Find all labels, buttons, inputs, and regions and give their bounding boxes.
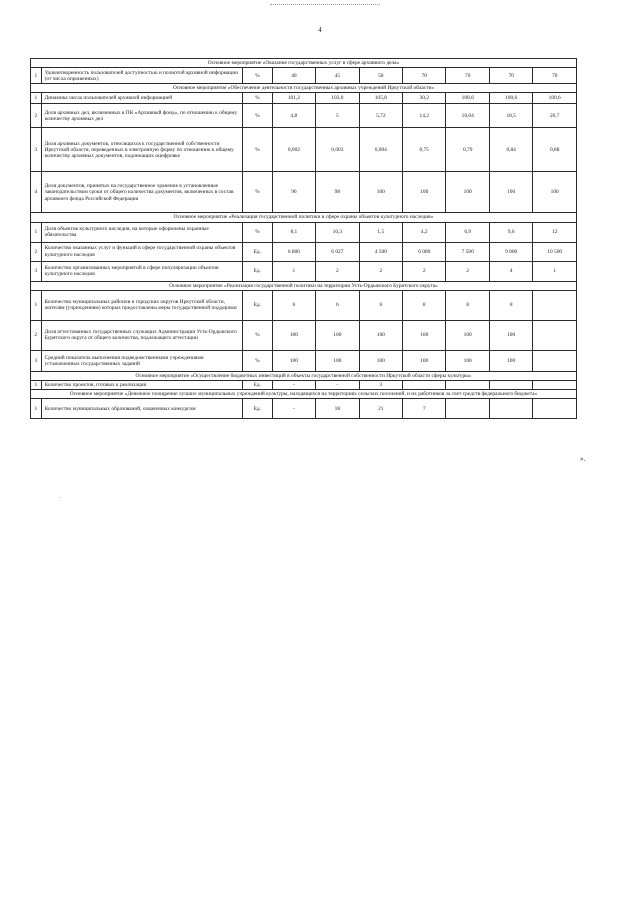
section-title: Основное мероприятие «Денежное поощрение лучших муниципальных учреждений культуры, находящихся на территориях сельских поселений, и их работников за счет средств федерального бюджета»: [31, 390, 577, 399]
unit-cell: %: [243, 68, 273, 84]
value-cell: 70: [489, 68, 532, 84]
unit-cell: Ед.: [243, 261, 273, 281]
section-header-row: [31, 84, 577, 93]
unit-cell: Ед.: [243, 242, 273, 261]
value-cell: 3: [359, 381, 402, 390]
value-cell: 6: [316, 290, 359, 320]
value-cell: 20,7: [533, 104, 577, 128]
value-cell: 0,75: [403, 128, 446, 172]
unit-cell: %: [243, 350, 273, 371]
value-cell: 100: [489, 320, 532, 350]
row-number: 2: [31, 104, 42, 128]
value-cell: 9,6: [489, 222, 532, 242]
section-title: Основное мероприятие «Обеспечение деятельности государственных архивных учреждений Иркутской области»: [31, 84, 577, 93]
table-row: [31, 350, 577, 371]
row-number: 1: [31, 222, 42, 242]
indicator-name: Средний показатель выполнения подведомственными учреждениями установленных государственных заданий: [41, 350, 242, 371]
value-cell: 70: [403, 68, 446, 84]
value-cell: 0,79: [446, 128, 489, 172]
value-cell: [533, 320, 577, 350]
value-cell: 40: [272, 68, 315, 84]
value-cell: 6 000: [403, 242, 446, 261]
row-number: 1: [31, 93, 42, 104]
value-cell: [533, 381, 577, 390]
value-cell: 0,84: [489, 128, 532, 172]
value-cell: 18,5: [489, 104, 532, 128]
table-row: [31, 242, 577, 261]
indicators-table: [30, 58, 577, 419]
value-cell: 2: [316, 261, 359, 281]
value-cell: 45: [316, 68, 359, 84]
value-cell: 6,9: [446, 222, 489, 242]
unit-cell: %: [243, 104, 273, 128]
value-cell: 10 500: [533, 242, 577, 261]
indicator-name: Доля архивных документов, относящихся к государственной собственности Иркутской области, переведенных в электронную форму по отношению к общему количеству архивных документов, подлежащих оцифровке: [41, 128, 242, 172]
row-number: 3: [31, 350, 42, 371]
unit-cell: Ед.: [243, 399, 273, 419]
indicator-name: Количество проектов, готовых к реализации: [41, 381, 242, 390]
value-cell: 101,2: [272, 93, 315, 104]
section-title: Основное мероприятие «Реализация государственной политики в сфере охраны объектов культурного наследия»: [31, 213, 577, 222]
value-cell: 7 500: [446, 242, 489, 261]
value-cell: 100: [446, 172, 489, 213]
value-cell: 1,5: [359, 222, 402, 242]
row-number: 3: [31, 128, 42, 172]
value-cell: 105,8: [359, 93, 402, 104]
value-cell: 6 027: [316, 242, 359, 261]
value-cell: 100: [359, 172, 402, 213]
value-cell: 70: [446, 68, 489, 84]
indicator-name: Доля объектов культурного наследия, на которые оформлены охранные обязательства: [41, 222, 242, 242]
indicator-name: Количество муниципальных образований, охваченных конкурсом: [41, 399, 242, 419]
value-cell: 100: [272, 320, 315, 350]
indicator-name: Доля аттестованных государственных служащих Администрации Усть-Ордынского Бурятского округа от общего количества, подлежащего аттестации: [41, 320, 242, 350]
unit-cell: Ед.: [243, 290, 273, 320]
value-cell: 1: [533, 261, 577, 281]
section-header-row: [31, 59, 577, 68]
row-number: 4: [31, 172, 42, 213]
value-cell: 2: [403, 261, 446, 281]
value-cell: 100: [533, 172, 577, 213]
section-header-row: [31, 390, 577, 399]
page-number: 4: [318, 26, 322, 34]
value-cell: 9 000: [489, 242, 532, 261]
table-row: [31, 68, 577, 84]
value-cell: 100: [446, 350, 489, 371]
indicator-name: Динамика числа пользователей архивной информацией: [41, 93, 242, 104]
section-header-row: [31, 281, 577, 290]
value-cell: 100: [403, 320, 446, 350]
row-number: 1: [31, 381, 42, 390]
value-cell: 12: [533, 222, 577, 242]
value-cell: 16,04: [446, 104, 489, 128]
value-cell: 100: [403, 172, 446, 213]
row-number: 2: [31, 320, 42, 350]
value-cell: 1: [272, 261, 315, 281]
row-number: 1: [31, 290, 42, 320]
value-cell: 5: [316, 104, 359, 128]
value-cell: 0,002: [272, 128, 315, 172]
value-cell: 100: [489, 172, 532, 213]
value-cell: 0,003: [316, 128, 359, 172]
table-row: [31, 128, 577, 172]
value-cell: 4: [489, 261, 532, 281]
value-cell: 6 800: [272, 242, 315, 261]
value-cell: 30,2: [403, 93, 446, 104]
value-cell: [489, 381, 532, 390]
indicator-name: Количество оказанных услуг и функций в сфере государственной охраны объектов культурного наследия: [41, 242, 242, 261]
table-row: [31, 222, 577, 242]
indicator-name: Доля архивных дел, включенных в ПК «Архивный фонд», по отношению к общему количеству архивных дел: [41, 104, 242, 128]
value-cell: 6: [272, 290, 315, 320]
value-cell: 2: [359, 261, 402, 281]
table-row: [31, 320, 577, 350]
unit-cell: %: [243, 128, 273, 172]
value-cell: 4 500: [359, 242, 402, 261]
value-cell: 8: [446, 290, 489, 320]
unit-cell: Ед.: [243, 381, 273, 390]
value-cell: 4,8: [272, 104, 315, 128]
value-cell: [403, 381, 446, 390]
value-cell: [533, 399, 577, 419]
value-cell: -: [316, 381, 359, 390]
value-cell: 4,2: [403, 222, 446, 242]
table-row: [31, 93, 577, 104]
value-cell: [533, 290, 577, 320]
value-cell: 70: [533, 68, 577, 84]
value-cell: 8: [403, 290, 446, 320]
row-number: 3: [31, 261, 42, 281]
indicator-name: Количество организованных мероприятий в сфере популяризации объектов культурного наследия: [41, 261, 242, 281]
indicator-name: Доля документов, принятых на государственное хранение в установленные законодательством сроки от общего количества документов, включенных в состав архивного фонда Российской Федерации: [41, 172, 242, 213]
value-cell: -: [272, 399, 315, 419]
section-title: Основное мероприятие «Оказание государственных услуг в сфере архивного дела»: [31, 59, 577, 68]
section-header-row: [31, 371, 577, 380]
value-cell: 100: [446, 320, 489, 350]
value-cell: 18: [316, 399, 359, 419]
value-cell: 10,3: [316, 222, 359, 242]
value-cell: 100: [316, 320, 359, 350]
unit-cell: %: [243, 93, 273, 104]
table-row: [31, 381, 577, 390]
value-cell: [446, 399, 489, 419]
value-cell: 5,72: [359, 104, 402, 128]
value-cell: 21: [359, 399, 402, 419]
value-cell: 2: [446, 261, 489, 281]
table-body: [31, 59, 577, 419]
table-row: [31, 399, 577, 419]
value-cell: 100: [359, 350, 402, 371]
value-cell: 7: [403, 399, 446, 419]
value-cell: 96: [272, 172, 315, 213]
row-number: 1: [31, 68, 42, 84]
value-cell: [446, 381, 489, 390]
value-cell: 0,004: [359, 128, 402, 172]
section-title: Основное мероприятие «Осуществление бюджетных инвестиций в объекты государственной собственности Иркутской области сферы культуры»: [31, 371, 577, 380]
value-cell: 100: [403, 350, 446, 371]
value-cell: 50: [359, 68, 402, 84]
value-cell: 100,6: [446, 93, 489, 104]
value-cell: 6: [359, 290, 402, 320]
section-header-row: [31, 213, 577, 222]
value-cell: [489, 399, 532, 419]
value-cell: 8,1: [272, 222, 315, 242]
value-cell: 8: [489, 290, 532, 320]
value-cell: 0,88: [533, 128, 577, 172]
value-cell: 100: [316, 350, 359, 371]
indicator-name: Удовлетворенность пользователей доступностью и полнотой архивной информации (от числа опрошенных): [41, 68, 242, 84]
table-row: [31, 104, 577, 128]
value-cell: 100: [489, 350, 532, 371]
value-cell: [533, 350, 577, 371]
scan-dot: [60, 497, 61, 498]
closing-quote-mark: ».: [580, 455, 586, 463]
unit-cell: %: [243, 320, 273, 350]
unit-cell: %: [243, 172, 273, 213]
section-title: Основное мероприятие «Реализация государственной политики на территории Усть-Ордынского Бурятского округа»: [31, 281, 577, 290]
value-cell: 100: [272, 350, 315, 371]
unit-cell: %: [243, 222, 273, 242]
row-number: 2: [31, 242, 42, 261]
value-cell: -: [272, 381, 315, 390]
value-cell: 100,6: [533, 93, 577, 104]
value-cell: 100,6: [489, 93, 532, 104]
indicator-name: Количество муниципальных районов и городских округов Иркутской области, жителям (учреждениям) которых предоставлены меры государственной поддержки: [41, 290, 242, 320]
table-row: [31, 290, 577, 320]
scan-artifact: [270, 4, 380, 6]
indicators-table-container: [30, 58, 577, 419]
value-cell: 103,0: [316, 93, 359, 104]
value-cell: 98: [316, 172, 359, 213]
value-cell: 14,2: [403, 104, 446, 128]
value-cell: 100: [359, 320, 402, 350]
row-number: 1: [31, 399, 42, 419]
table-row: [31, 261, 577, 281]
table-row: [31, 172, 577, 213]
